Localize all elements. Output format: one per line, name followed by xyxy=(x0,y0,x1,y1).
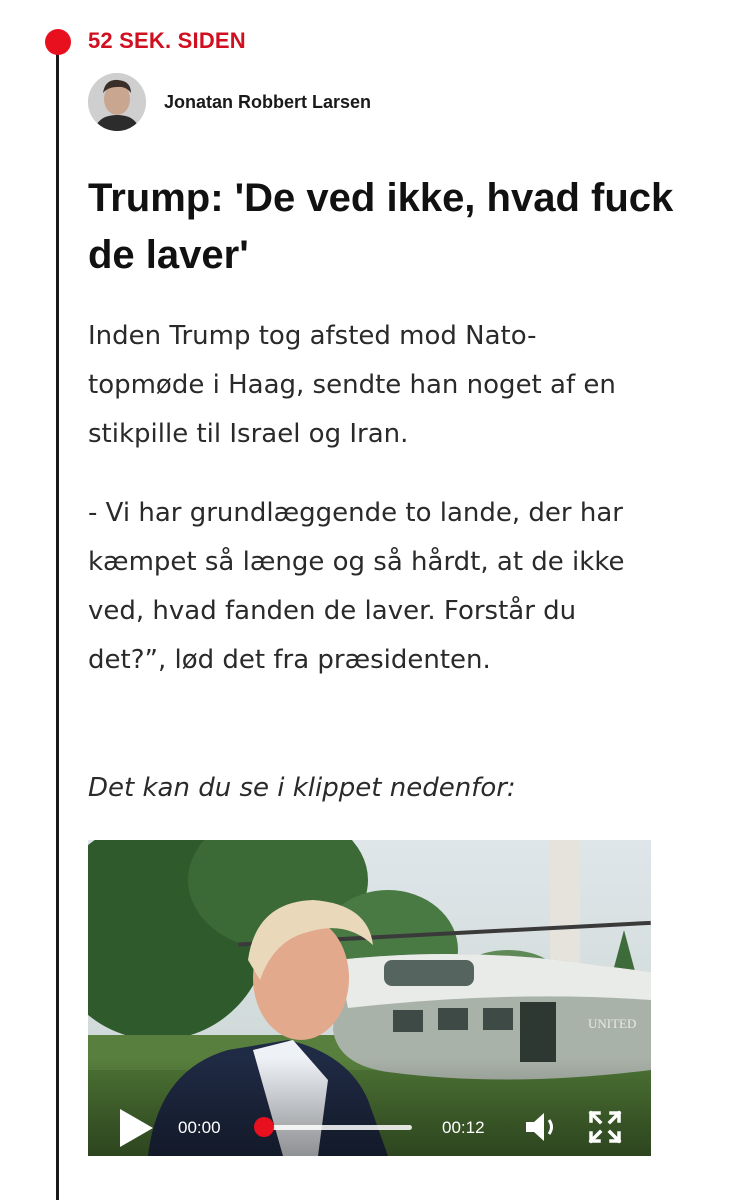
paragraph-intro: Inden Trump tog afsted mod Nato-topmøde i Haag, sendte han noget af en stikpille til Israel og Iran. xyxy=(88,321,616,449)
progress-track[interactable] xyxy=(264,1125,412,1130)
video-controls xyxy=(88,1058,651,1156)
paragraph-quote: - Vi har grundlæggende to lande, der har kæmpet så længe og så hårdt, at de ikke ved, hvad fanden de laver. Forstår du det?”, lød det fra præsidenten. xyxy=(88,498,625,675)
progress-handle[interactable] xyxy=(254,1117,274,1137)
volume-icon xyxy=(524,1110,560,1144)
timeline-dot xyxy=(45,29,71,55)
volume-button[interactable] xyxy=(524,1110,560,1144)
headline: Trump: 'De ved ikke, hvad fuck de laver' xyxy=(88,176,674,277)
video-player[interactable] xyxy=(88,840,651,1156)
duration: 00:12 xyxy=(442,1118,485,1137)
play-icon xyxy=(116,1106,156,1150)
fullscreen-button[interactable] xyxy=(588,1110,622,1144)
current-time: 00:00 xyxy=(178,1118,221,1137)
timeline-line xyxy=(56,40,59,1200)
paragraph-video-lead: Det kan du se i klippet nedenfor: xyxy=(88,773,516,803)
author-row xyxy=(88,72,371,132)
author-avatar[interactable] xyxy=(88,73,146,131)
author-name[interactable]: Jonatan Robbert Larsen xyxy=(164,91,372,112)
timestamp: 52 SEK. SIDEN xyxy=(88,28,246,53)
helicopter-lettering: UNITED xyxy=(588,1016,637,1031)
fullscreen-icon xyxy=(588,1110,622,1144)
play-button[interactable] xyxy=(116,1106,156,1150)
